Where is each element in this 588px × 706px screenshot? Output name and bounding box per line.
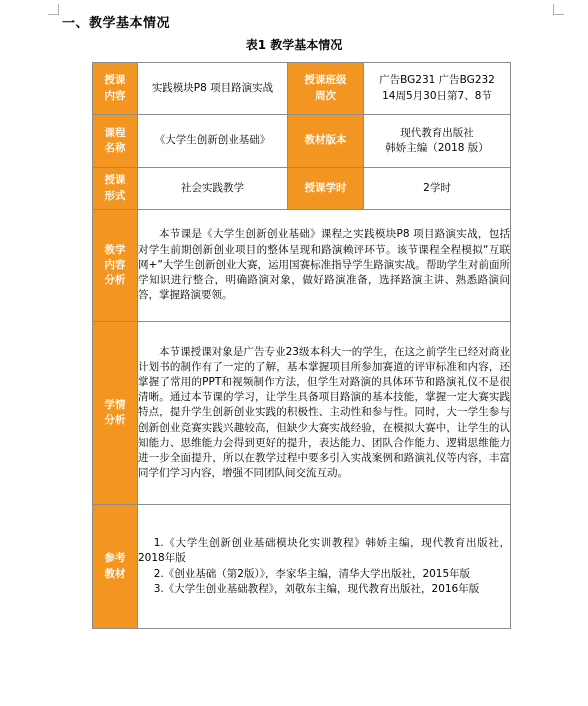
value-teaching-form: 社会实践教学	[138, 168, 288, 210]
label-references	[93, 505, 138, 629]
content-analysis-text	[138, 210, 511, 322]
table-row	[93, 322, 511, 505]
reference-item: 2.《创业基础（第2版）》，李家华主编，清华大学出版社，2015年版	[153, 567, 471, 580]
class-names: 广告BG231 广告BG232	[379, 74, 495, 87]
reference-item: 1.《大学生创新创业基础模块化实训教程》韩娇主编，现代教育出版社，2018年版	[138, 537, 510, 565]
label-course-content	[93, 63, 138, 115]
value-textbook	[364, 115, 511, 168]
label-text: 教学 内容 分析	[104, 243, 126, 287]
editor-edition: 韩娇主编（2018 版）	[385, 142, 489, 154]
table-row	[93, 168, 511, 210]
table-row	[93, 505, 511, 629]
label-teaching-form	[93, 168, 138, 210]
student-analysis-paragraph: 本节课授课对象是广告专业23级本科大一的学生，在这之前学生已经对商业计划书的制作有了一定的了解，基本掌握项目所参加赛道的评审标准和内容，还掌握了常用的PPT和视频制作方法，但学生对路演的具体环节和路演礼仪不是很清晰。通过本节课的学习，让学生具备项目路演的基本技能，掌握一定大赛实践特点，提升学生创新创业实践的积极性、主动性和参与性。同时，大一学生参与创新创业竞赛实践兴趣较高，但缺少大赛实战经验，在模拟大赛中，让学生的认知能力、思维能力会得到更好的提升，表达能力、团队合作能力、逻辑思维能力进一步全面提升，所以在教学过程中要多引入实战案例和路演礼仪等内容，丰富同学们学习内容，增强不同团队间交流互动。	[138, 345, 510, 480]
label-text: 学情 分析	[104, 398, 126, 426]
table-row	[93, 210, 511, 322]
section-heading: 一、教学基本情况	[62, 16, 171, 31]
label-text: 授课 形式	[104, 174, 126, 202]
teaching-info-table	[92, 62, 511, 629]
label-text: 授课 内容	[104, 74, 126, 102]
crop-mark-top-right	[553, 4, 564, 15]
student-analysis-text	[138, 322, 511, 505]
label-text: 参考 教材	[104, 552, 126, 580]
crop-mark-top-left	[48, 4, 59, 15]
label-content-analysis	[93, 210, 138, 322]
reference-item: 3.《大学生创业基础教程》，刘敬东主编，现代教育出版社，2016年版	[153, 582, 480, 595]
value-course-name: 《大学生创新创业基础》	[138, 115, 288, 168]
table-row	[93, 115, 511, 168]
label-text: 授课班级 周次	[304, 74, 347, 102]
label-student-analysis	[93, 322, 138, 505]
value-class-week	[364, 63, 511, 115]
label-class-week	[288, 63, 364, 115]
label-text: 课程 名称	[104, 126, 126, 154]
value-course-content: 实践模块P8 项目路演实战	[138, 63, 288, 115]
content-analysis-paragraph: 本节课是《大学生创新创业基础》课程之实践模块P8 项目路演实战，包括对学生前期创新创业项目的整体呈现和路演赖评环节。该节课程全程模拟“互联网+”大学生创新创业大赛，运用国赛标准指导学生路演实战。帮助学生对前面所学知识进行整合，明确路演对象，做好路演准备，选择路演主讲、熟悉路演问答，掌握路演要领。	[138, 228, 510, 302]
week-schedule: 14周5月30日第7、8节	[382, 89, 492, 102]
references-list	[138, 505, 511, 629]
publisher: 现代教育出版社	[400, 126, 474, 139]
label-hours: 授课学时	[288, 168, 364, 210]
value-hours: 2学时	[364, 168, 511, 210]
label-course-name	[93, 115, 138, 168]
table-caption: 表1 教学基本情况	[245, 38, 343, 52]
table-row	[93, 63, 511, 115]
label-textbook: 教材版本	[288, 115, 364, 168]
